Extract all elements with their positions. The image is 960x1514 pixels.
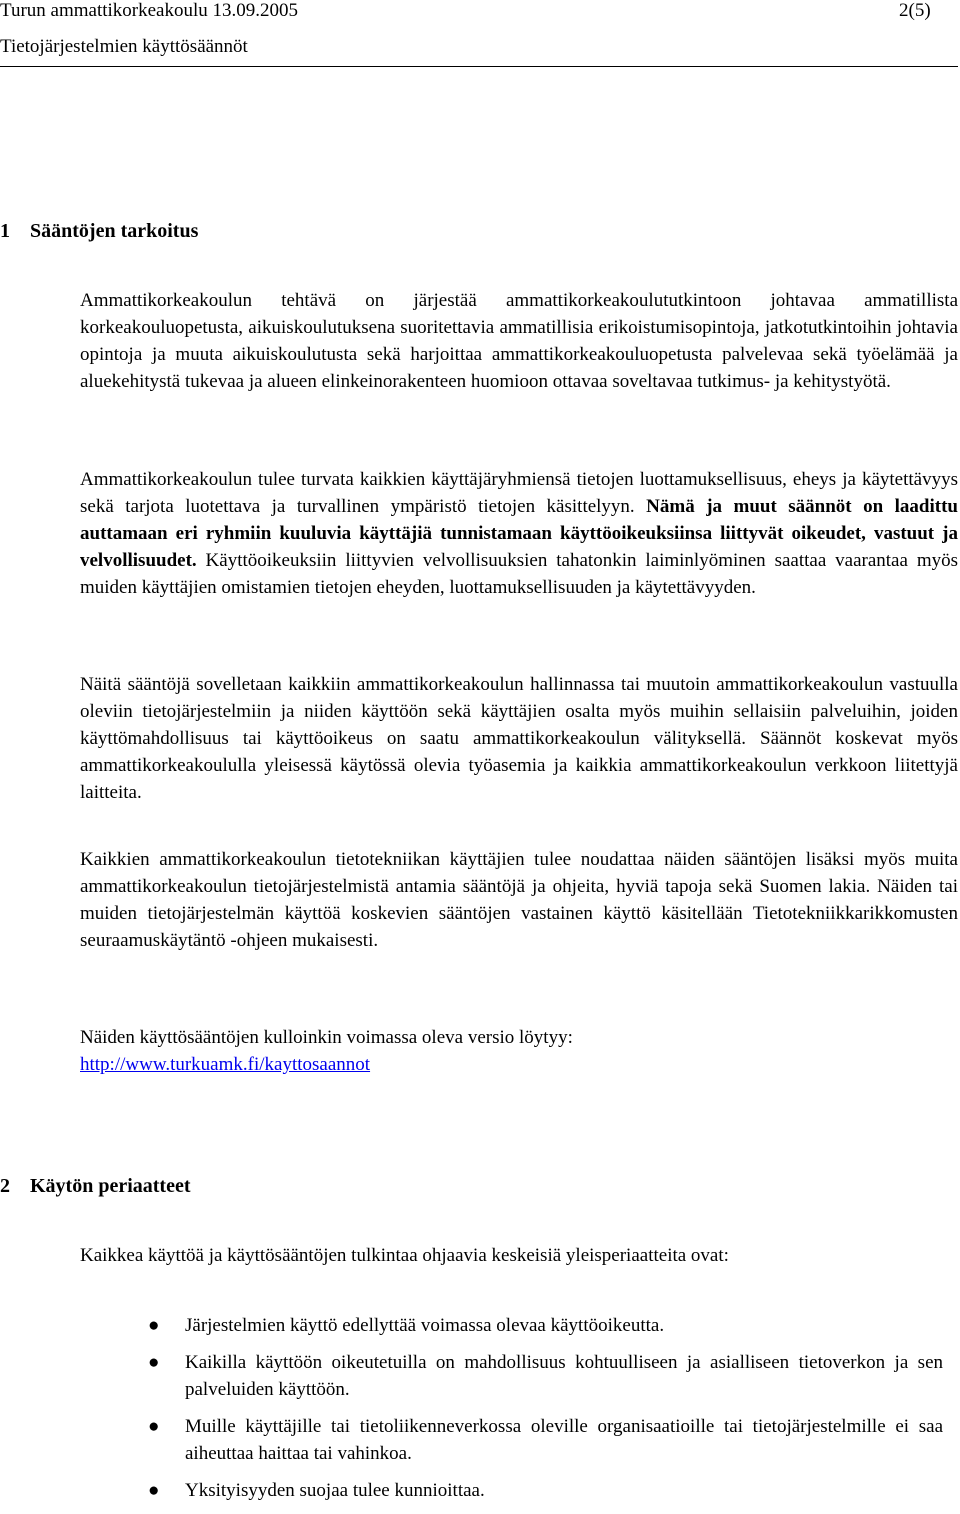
bullet-icon: ● [148,1315,160,1336]
page-number: 2(5) [899,0,931,21]
section-1-title: Sääntöjen tarkoitus [30,220,199,242]
list-item: ● Yksityisyyden suojaa tulee kunnioittaa. [0,1477,943,1504]
section-2-heading [0,1174,191,1198]
section-1-paragraph-4: Kaikkien ammattikorkeakoulun tietotekniikan käyttäjien tulee noudattaa näiden sääntöjen lisäksi myös muita ammattikorkeakoulun tietojärjestelmistä antamia sääntöjä ja ohjeita, hyviä tapoja sekä Suomen lakia. Näiden tai muiden tietojärjestelmän käyttöä koskevien sääntöjen vastainen käyttö käsitellään Tietotekniikkarikkomusten seuraamuskäytäntö -ohjeen mukaisesti. [80,849,958,951]
section-2-intro: Kaikkea käyttöä ja käyttösääntöjen tulkintaa ohjaavia keskeisiä yleisperiaatteita ovat: [80,1245,729,1266]
header-divider [0,66,958,67]
paragraph-2-text-start: Ammattikorkeakoulun tulee turvata kaikkien käyttäjäryhmiensä tietojen luottamuksellisuus, eheys ja käytettävyys sekä tarjota luotettava ja turvallinen ympäristö tietojen käsittelyyn. [80,469,958,517]
header-institution-date: Turun ammattikorkeakoulu 13.09.2005 [0,0,298,21]
bullet-icon: ● [148,1352,160,1373]
bullet-icon: ● [148,1416,160,1437]
list-item: ● Muille käyttäjille tai tietoliikenneverkossa oleville organisaatioille tai tietojärjestelmille ei saa aiheuttaa haittaa tai vahinkoa. [0,1413,943,1467]
section-1-paragraph-3: Näitä sääntöjä sovelletaan kaikkiin ammattikorkeakoulun hallinnassa tai muutoin ammattikorkeakoulun vastuulla oleviin tietojärjestelmiin ja niiden käyttöön sekä käyttäjien osalta myös muihin sellaisiin palveluihin, joiden käyttömahdollisuus tai käyttöoikeus on saatu ammattikorkeakoulun välityksellä. Säännöt koskevat myös ammattikorkeakoululla yleisessä käytössä olevia työasemia ja kaikkia ammattikorkeakoulun verkkoon liitettyjä laitteita. [80,674,958,803]
section-1-paragraph-5 [80,1024,958,1078]
header-document-title: Tietojärjestelmien käyttösäännöt [0,36,248,57]
paragraph-2-bold-text: Nämä ja muut säännöt on laadittu auttamaan eri ryhmiin kuuluvia käyttäjiä tunnistamaan käyttöoikeuksiinsa liittyvät oikeudet, vastuut ja velvollisuudet. [80,496,959,571]
paragraph-2-text-end: Käyttöoikeuksiin liittyvien velvollisuuksien tahatonkin laiminlyöminen saattaa vaarantaa myös muiden käyttäjien omistamien tietojen eheyden, luottamuksellisuuden ja käytettävyyden. [80,550,958,598]
list-item: ● Kaikilla käyttöön oikeutetuilla on mahdollisuus kohtuulliseen ja asialliseen tietoverkon ja sen palveluiden käyttöön. [0,1349,943,1403]
section-1-paragraph-1: Ammattikorkeakoulun tehtävä on järjestää ammattikorkeakoulututkintoon johtavaa ammatillista korkeakouluopetusta, aikuiskoulutuksena suoritettavia ammatillisia erikoistumisopintoja, jatkotutkintoihin johtavia opintoja ja muuta aikuiskoulutusta sekä harjoittaa ammattikorkeakouluopetusta palvelevaa sekä työelämää ja aluekehitystä tukevaa ja alueen elinkeinorakenteen huomioon ottavaa soveltavaa tutkimus- ja kehitystyötä. [80,290,958,392]
version-location-text: Näiden käyttösääntöjen kulloinkin voimassa oleva versio löytyy: [80,1027,573,1048]
rules-link[interactable]: http://www.turkuamk.fi/kayttosaannot [80,1054,371,1075]
principles-list [0,1312,958,1514]
section-1-number: 1 [0,220,10,242]
section-2-number: 2 [0,1175,10,1197]
section-2-title: Käytön periaatteet [30,1175,191,1197]
bullet-icon: ● [148,1480,160,1501]
section-1-paragraph-2 [80,466,958,601]
list-item: ● Järjestelmien käyttö edellyttää voimassa olevaa käyttöoikeutta. [0,1312,943,1339]
section-1-heading [0,219,198,243]
